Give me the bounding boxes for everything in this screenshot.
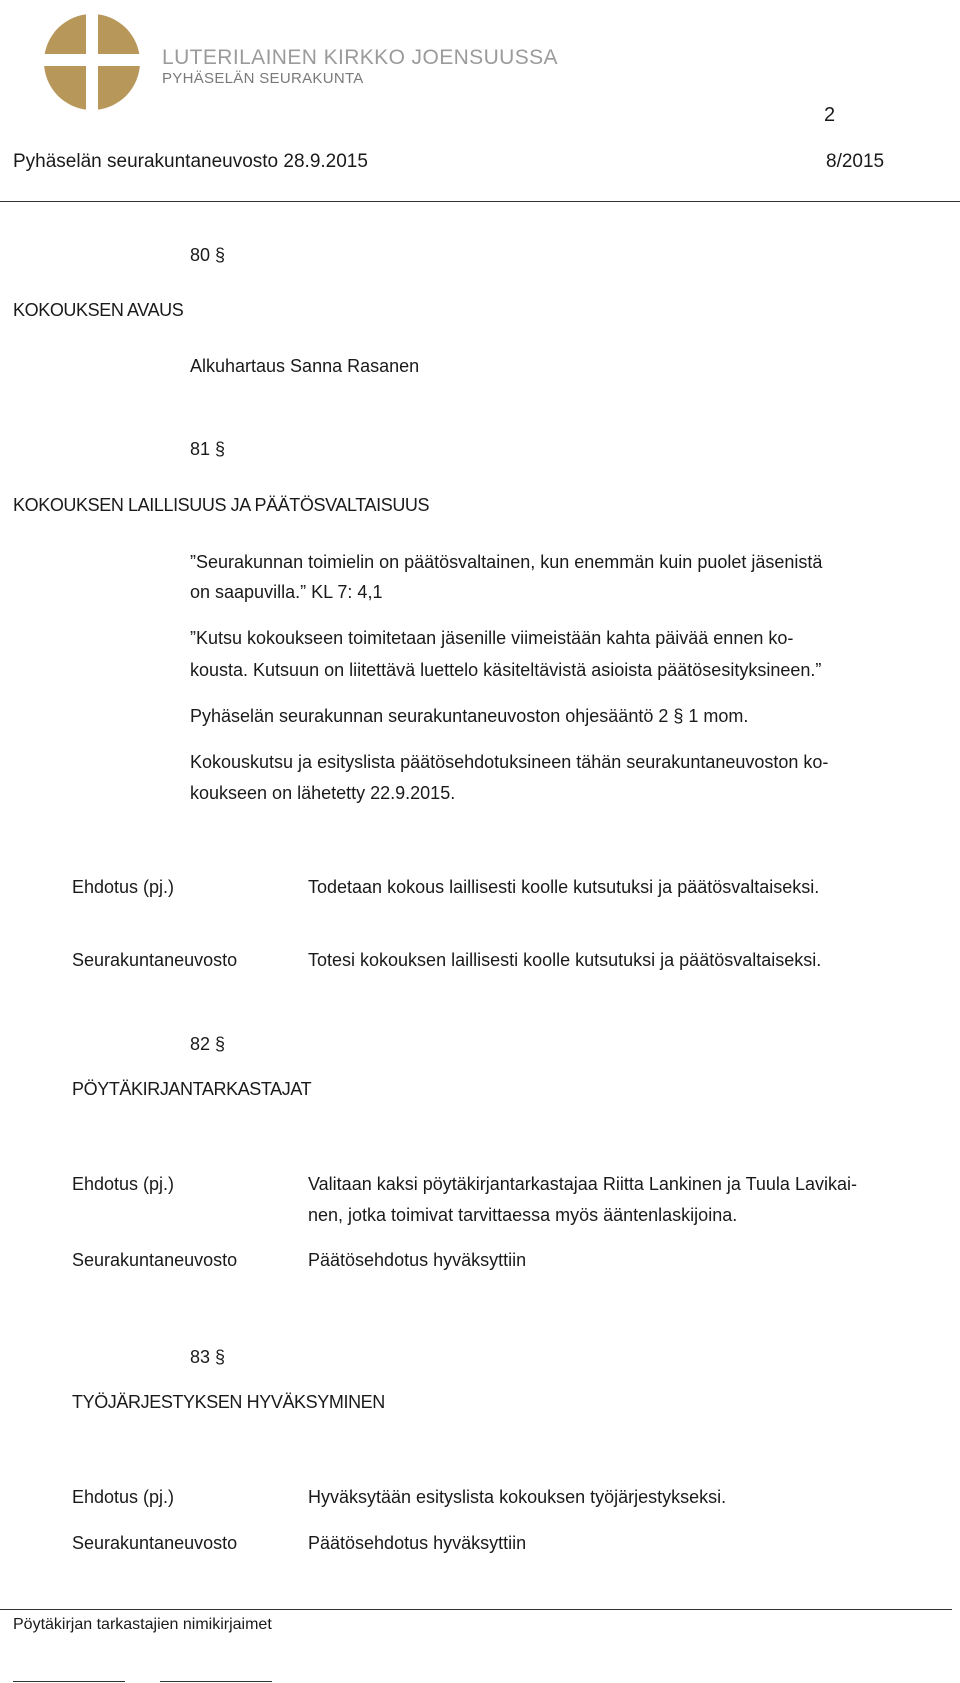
section-title: PÖYTÄKIRJANTARKASTAJAT (72, 1079, 312, 1099)
section-title: TYÖJÄRJESTYKSEN HYVÄKSYMINEN (72, 1392, 385, 1412)
section-title: KOKOUKSEN AVAUS (13, 300, 184, 320)
paragraph-line: on saapuvilla.” KL 7: 4,1 (190, 582, 383, 602)
proposal-text: nen, jotka toimivat tarvittaessa myös ääntenlaskijoina. (308, 1205, 738, 1225)
paragraph-line: kousta. Kutsuun on liitettävä luettelo käsiteltävistä asioista päätösesityksineen.” (190, 660, 822, 680)
decision-label: Seurakuntaneuvosto (72, 1533, 238, 1553)
paragraph-line: ”Seurakunnan toimielin on päätösvaltainen, kun enemmän kuin puolet jäsenistä (190, 552, 823, 572)
proposal-label: Ehdotus (pj.) (72, 877, 175, 897)
section-number: 80 § (190, 245, 226, 265)
paragraph-line: ”Kutsu kokoukseen toimitetaan jäsenille viimeistään kahta päivää ennen ko- (190, 628, 794, 648)
proposal-text: Valitaan kaksi pöytäkirjantarkastajaa Riitta Lankinen ja Tuula Lavikai- (308, 1174, 857, 1194)
section-number: 82 § (190, 1034, 226, 1054)
section-title: KOKOUKSEN LAILLISUUS JA PÄÄTÖSVALTAISUUS (13, 495, 430, 515)
decision-text: Päätösehdotus hyväksyttiin (308, 1533, 527, 1553)
proposal-text: Todetaan kokous laillisesti koolle kutsutuksi ja päätösvaltaiseksi. (308, 877, 820, 897)
page-number: 2 (824, 104, 836, 126)
section-number: 81 § (190, 439, 226, 459)
meeting-title: Pyhäselän seurakuntaneuvosto 28.9.2015 (13, 151, 368, 172)
section-text: Alkuhartaus Sanna Rasanen (190, 356, 420, 376)
footer-label: Pöytäkirjan tarkastajien nimikirjaimet (13, 1616, 272, 1633)
decision-text: Päätösehdotus hyväksyttiin (308, 1250, 527, 1270)
paragraph-line: Pyhäselän seurakunnan seurakuntaneuvoston ohjesääntö 2 § 1 mom. (190, 706, 749, 726)
header-divider (0, 201, 960, 202)
signature-line (13, 1681, 125, 1682)
decision-label: Seurakuntaneuvosto (72, 1250, 238, 1270)
section-number: 83 § (190, 1347, 226, 1367)
signature-line (160, 1681, 272, 1682)
proposal-label: Ehdotus (pj.) (72, 1487, 175, 1507)
paragraph-line: koukseen on lähetetty 22.9.2015. (190, 783, 456, 803)
decision-text: Totesi kokouksen laillisesti koolle kutsutuksi ja päätösvaltaiseksi. (308, 950, 822, 970)
footer-divider (0, 1609, 952, 1610)
church-cross-logo (44, 14, 140, 110)
decision-label: Seurakuntaneuvosto (72, 950, 238, 970)
paragraph-line: Kokouskutsu ja esityslista päätösehdotuksineen tähän seurakuntaneuvoston ko- (190, 752, 829, 772)
org-name: LUTERILAINEN KIRKKO JOENSUUSSA (162, 46, 558, 69)
issue-number: 8/2015 (826, 151, 885, 172)
proposal-label: Ehdotus (pj.) (72, 1174, 175, 1194)
org-subname: PYHÄSELÄN SEURAKUNTA (162, 70, 364, 87)
proposal-text: Hyväksytään esityslista kokouksen työjärjestykseksi. (308, 1487, 727, 1507)
